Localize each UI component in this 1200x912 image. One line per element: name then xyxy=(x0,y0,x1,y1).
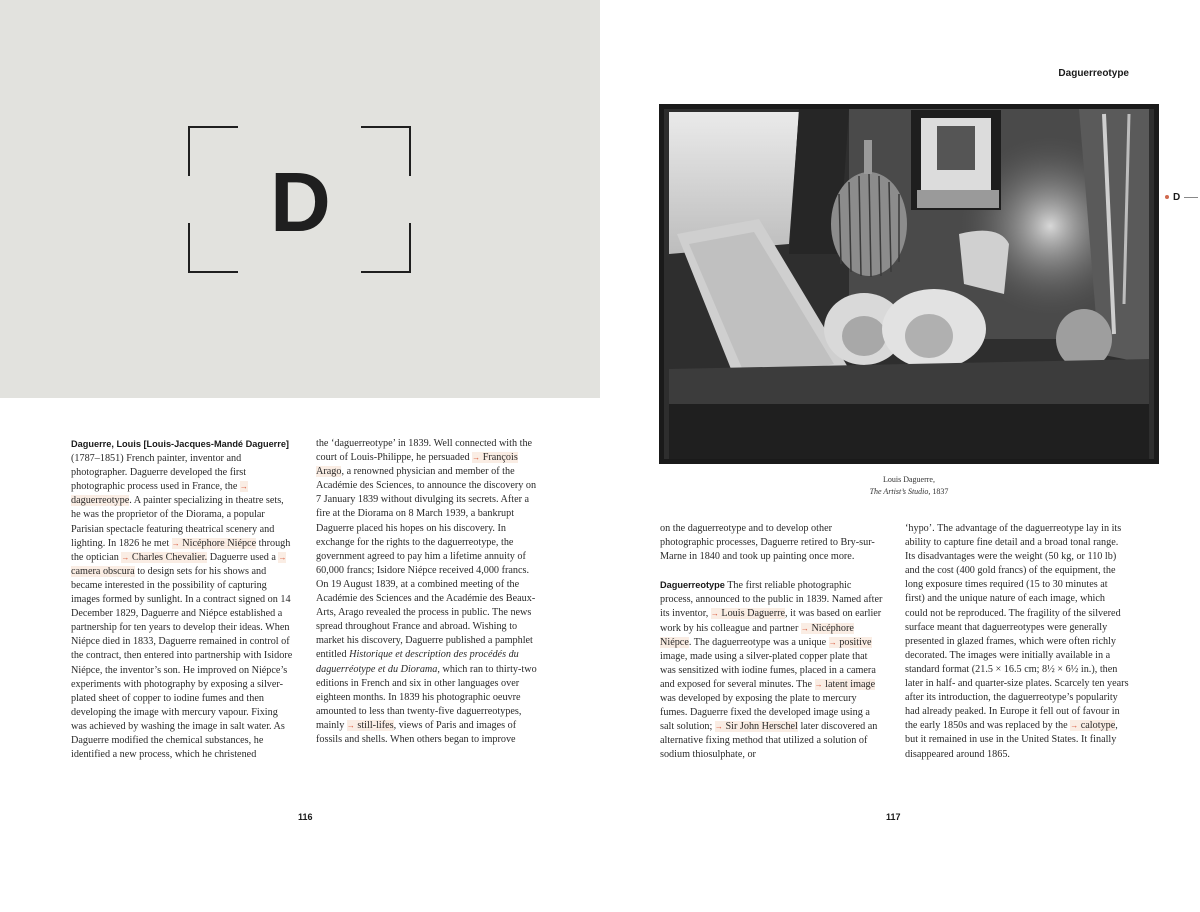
arrow-right-icon: → xyxy=(828,637,837,647)
xref-sir-john-herschel[interactable] xyxy=(715,721,798,732)
tab-line xyxy=(1184,197,1198,198)
body-text: later discovered an alternative fixing method that utilized a solution of sodium thiosulphate, or xyxy=(660,721,878,761)
entry-daguerreotype xyxy=(660,578,884,762)
dot-icon xyxy=(1165,195,1169,199)
arrow-right-icon: → xyxy=(171,538,180,548)
caption-work xyxy=(809,486,1009,498)
xref-label: positive xyxy=(839,636,872,648)
corner-bracket-top-left xyxy=(188,126,238,176)
entry-daguerre-louis-cont xyxy=(316,437,540,747)
xref-louis-daguerre[interactable] xyxy=(711,608,785,619)
xref-nicephore-niepce[interactable] xyxy=(172,538,256,549)
body-text: . A painter specializing in theatre sets, he was the proprietor of the Diorama, a popular Parisian spectacle featuring theatrical scenery and lighting. In 1826 he met xyxy=(71,495,284,549)
caption-title: The Artist’s Studio xyxy=(869,487,929,496)
corner-bracket-top-right xyxy=(361,126,411,176)
thumb-letter: D xyxy=(1173,191,1181,203)
entry-continuation: on the daguerreotype and to develop other photographic processes, Daguerre retired to Bry-sur-Marne in 1840 and took up painting once more. xyxy=(660,523,875,563)
xref-positive[interactable] xyxy=(829,637,872,648)
arrow-right-icon: → xyxy=(1070,721,1079,731)
body-text: French painter, inventor and photographer. Daguerre developed the first photographic process used in France, the xyxy=(71,453,247,493)
body-text: to design sets for his shows and became interested in the possibility of capturing images formed by sunlight. In a contract signed on 14 December 1829, Daguerre and Niépce established a partnership for ten years to develop their ideas. When Niépce died in 1833, Daguerre remained in control of the contract, then entered into partnership with Isidore Niépce, the inventor’s son. He improved on Niépce’s experiments with photography by exposing a silver-plated sheet of copper to iodine fumes and then developing the image with mercury vapour. Fixing was achieved by washing the image in salt water. As Daguerre modified the chemical substances, he identified a new process, which he christened xyxy=(71,565,293,761)
body-text: , it was based on earlier work by his colleague and partner xyxy=(660,608,882,634)
page-number-left: 116 xyxy=(298,812,313,822)
photo-artists-studio xyxy=(659,104,1159,464)
xref-charles-chevalier[interactable] xyxy=(121,552,207,563)
body-text: image, made using a silver-plated copper plate that was sensitized with iodine fumes, placed in a camera and exposed for several minutes. The xyxy=(660,650,876,690)
caption-author: Louis Daguerre, xyxy=(883,475,935,484)
xref-latent-image[interactable] xyxy=(815,679,876,690)
text-column-3 xyxy=(660,522,884,763)
xref-label: still-lifes xyxy=(357,719,394,731)
page-number-right: 117 xyxy=(886,812,901,822)
headword: Daguerreotype xyxy=(660,580,725,591)
xref-label: camera obscura xyxy=(71,565,135,577)
arrow-right-icon: → xyxy=(239,482,248,492)
xref-label: Nicéphore Niépce xyxy=(182,537,257,549)
text-column-1 xyxy=(71,437,295,762)
body-text: The first reliable photographic process, announced to the public in 1839. Named after its inventor, xyxy=(660,580,883,620)
xref-label: latent image xyxy=(825,678,876,690)
caption-year: , 1837 xyxy=(928,487,949,496)
headword: Daguerre, Louis [Louis-Jacques-Mandé Daguerre] xyxy=(71,439,289,449)
arrow-right-icon: → xyxy=(814,679,823,689)
section-letter: D xyxy=(270,155,330,249)
xref-calotype[interactable] xyxy=(1070,720,1115,731)
entry-daguerreotype-cont xyxy=(905,522,1129,762)
arrow-right-icon: → xyxy=(714,722,723,732)
body-text: . The daguerreotype was a unique xyxy=(688,636,829,648)
body-text: the ‘daguerreotype’ in 1839. Well connected with the court of Louis-Philippe, he persuaded xyxy=(316,438,533,464)
thumb-index-tab[interactable] xyxy=(1165,191,1198,203)
arrow-right-icon: → xyxy=(800,623,809,633)
text-column-2 xyxy=(316,437,540,747)
xref-label: Louis Daguerre xyxy=(721,608,786,620)
photo-image xyxy=(659,104,1159,464)
xref-still-lifes[interactable] xyxy=(347,720,394,731)
xref-label: calotype xyxy=(1080,720,1116,732)
xref-label: Nicéphore Niépce xyxy=(660,622,854,648)
entry-daguerre-louis xyxy=(71,437,295,762)
xref-label: Charles Chevalier. xyxy=(131,551,208,563)
running-head: Daguerreotype xyxy=(1058,68,1129,79)
body-text: Daguerre used a xyxy=(207,551,279,563)
text-column-4 xyxy=(905,522,1129,762)
arrow-right-icon: → xyxy=(121,552,130,562)
photo-caption xyxy=(809,474,1009,498)
body-text: , which ran to thirty-two editions in French and six in other languages over eighteen months. In 1839 his photographic oeuvre amounted to less than twenty-five daguerreotypes, mainly xyxy=(316,663,537,731)
body-text: , views of Paris and images of fossils and shells. When others began to improve xyxy=(316,719,517,745)
body-text: ‘hypo’. The advantage of the daguerreotype lay in its ability to capture fine detail and a broad tonal range. Its disadvantages were the weight (50 kg, or 110 lb) and the cost (400 gold francs) of the equipment, the long exposure times required (15 to 30 minutes at first) and the unique nature of each image, which could not be reproduced. The fragility of the silvered surface meant that daguerreotypes were generally presented in glazed frames, which were often richly decorated. The images were initially available in a standard format (21.5 × 16.5 cm; 8½ × 6½ in.), then later in half- and quarter-size plates. Scarcely ten years after its introduction, the daguerreotype’s popularity had already peaked. In Europe it fell out of favour in the early 1850s and was replaced by the xyxy=(905,523,1129,732)
body-text: was developed by exposing the plate to mercury fumes. Daguerre fixed the developed image using a salt solution; xyxy=(660,693,870,733)
arrow-right-icon: → xyxy=(346,720,355,730)
arrow-right-icon: → xyxy=(278,552,287,562)
body-text: , a renowned physician and member of the Académie des Sciences, to announce the discovery on 7 January 1839 without divulging its secrets. After a fire at the Diorama on 8 March 1939, a bankrupt Daguerre placed his hopes on his discovery. In exchange for the rights to the daguerreotype, the government agreed to pay him a lifetime annuity of 60,000 francs; Isidore Niépce received 4,000 francs. On 19 August 1839, at a combined meeting of the Académie des Sciences and the Académie des Beaux-Arts, Arago revealed the process in public. The news spread throughout France and abroad. Wishing to market his discovery, Daguerre published a pamphlet entitled xyxy=(316,466,537,661)
body-text: through the optician xyxy=(71,537,291,563)
arrow-right-icon: → xyxy=(710,609,719,619)
xref-label: daguerreotype xyxy=(71,495,130,507)
arrow-right-icon: → xyxy=(472,453,481,463)
dates: (1787–1851) xyxy=(71,453,124,465)
section-letter-panel xyxy=(0,0,600,398)
pamphlet-title: Historique et description des procédés du daguerréotype et du Diorama xyxy=(316,649,519,675)
corner-bracket-bottom-right xyxy=(361,223,411,273)
body-text: , but it remained in use in the United States. It finally disappeared around 1865. xyxy=(905,720,1118,760)
corner-bracket-bottom-left xyxy=(188,223,238,273)
xref-label: Sir John Herschel xyxy=(725,721,798,733)
xref-label: François Arago xyxy=(316,452,518,478)
